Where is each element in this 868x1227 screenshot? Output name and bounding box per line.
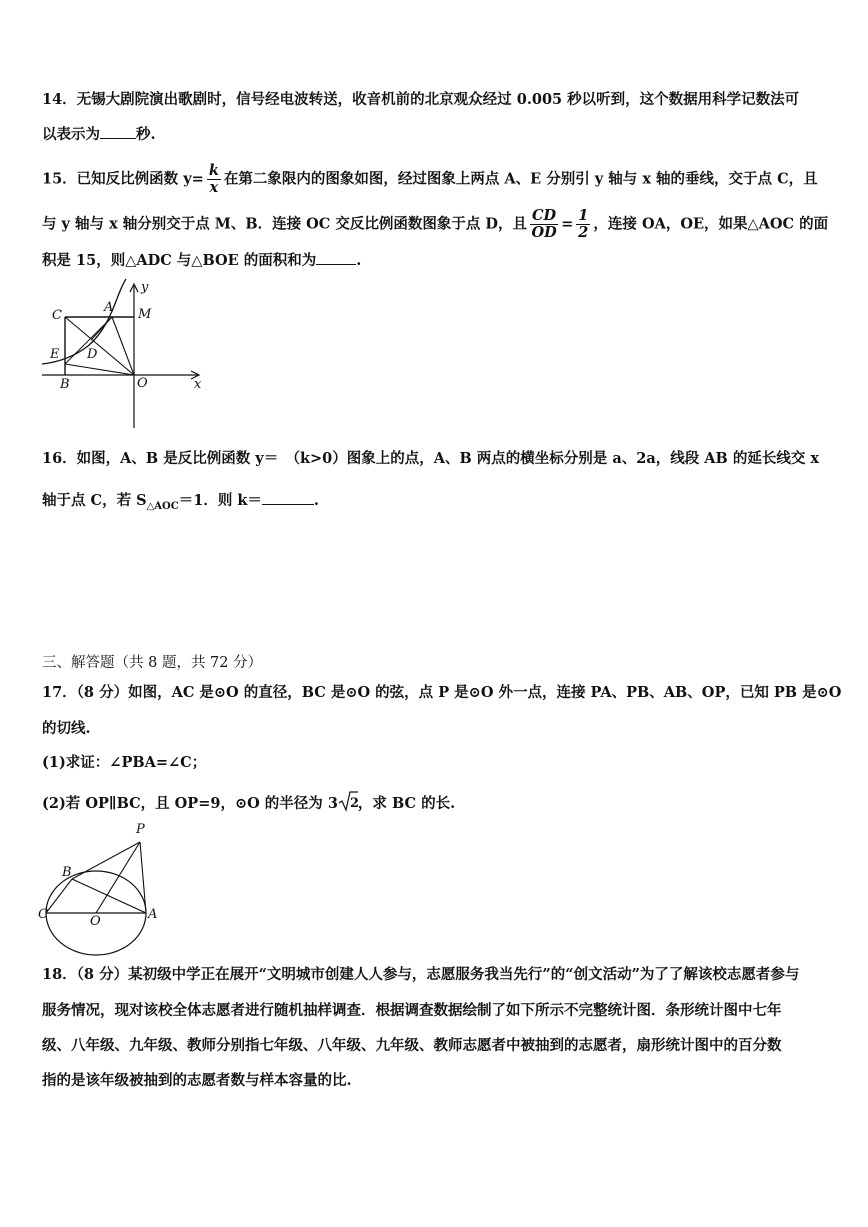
section3-title: 三、解答题（共 8 题，共 72 分）	[42, 655, 263, 671]
q17-part2	[42, 790, 455, 818]
q16-line1: 16．如图，A、B 是反比例函数 y＝ （k>0）图象上的点，A、B 两点的横坐标分别是 a、2a，线段 AB 的延长线交 x	[42, 450, 820, 467]
q17-part2-a: (2)若 OP∥BC，且 OP=9，⊙O 的半径为 3	[42, 795, 338, 812]
label-o: O	[90, 914, 101, 929]
segment-oc	[65, 317, 134, 375]
q15-frac-num: k	[208, 162, 219, 179]
q15-frac-cd: CD	[532, 207, 557, 224]
q15-line2-b: ，连接 OA，OE，如果△AOC 的面	[593, 215, 829, 233]
tangent-pb	[72, 842, 140, 879]
q17-line1: 17．（8 分）如图，AC 是⊙O 的直径，BC 是⊙O 的弦，点 P 是⊙O 外一点，连接 PA、PB、AB、OP，已知 PB 是⊙O	[42, 684, 842, 701]
q16-line2-b: ＝1．则 k＝	[178, 492, 262, 509]
q15-frac-1: 1	[578, 207, 589, 224]
label-a: A	[104, 300, 114, 315]
q15-fraction-k-over-x	[207, 163, 221, 196]
q17-line2: 的切线.	[42, 720, 91, 737]
q14-line2-text: 以表示为	[42, 126, 100, 143]
q16-line2-a: 轴于点 C，若 S	[42, 492, 147, 509]
q15-line3	[42, 250, 361, 271]
segment-ab	[72, 879, 146, 913]
q17-part2-b: ，求 BC 的长.	[357, 795, 456, 812]
q15-eq: =	[561, 215, 574, 233]
q15-line1	[42, 163, 818, 196]
sqrt-radicand: 2	[349, 796, 359, 811]
q15-frac-2: 2	[578, 224, 589, 241]
q15-answer-blank	[316, 250, 356, 265]
q18-line3: 级、八年级、九年级、教师分别指七年级、八年级、九年级、教师志愿者中被抽到的志愿者，扇形统计图中的百分数	[42, 1037, 782, 1054]
q15-line1-b: 在第二象限内的图象如图，经过图象上两点 A、E 分别引 y 轴与 x 轴的垂线，交于点 C，且	[223, 170, 818, 188]
q15-line3-text: 积是 15，则△ADC 与△BOE 的面积和为	[42, 252, 317, 269]
q18-line2: 服务情况，现对该校全体志愿者进行随机抽样调查．根据调查数据绘制了如下所示不完整统计图．条形统计图中七年	[42, 1002, 782, 1019]
label-b: B	[60, 377, 70, 392]
segment-ad	[92, 317, 112, 339]
q18-line4: 指的是该年级被抽到的志愿者数与样本容量的比.	[42, 1072, 352, 1089]
q16-line2	[42, 490, 319, 517]
q14-line2-end: 秒.	[136, 126, 156, 143]
q15-frac-den: x	[209, 179, 219, 196]
q15-line3-end: .	[356, 252, 362, 269]
label-b: B	[62, 865, 72, 880]
label-x: x	[194, 377, 202, 392]
q16-line2-end: .	[313, 492, 319, 509]
q17-figure	[36, 818, 166, 958]
label-e: E	[50, 347, 60, 362]
q14-answer-blank	[100, 124, 136, 139]
label-d: D	[87, 347, 98, 362]
q14-line1: 14．无锡大剧院演出歌剧时，信号经电波转送，收音机前的北京观众经过 0.005 秒以听到，这个数据用科学记数法可	[42, 91, 800, 108]
radical-sign-icon	[338, 790, 358, 812]
q15-line2-a: 与 y 轴与 x 轴分别交于点 M、B．连接 OC 交反比例函数图象于点 D，且	[42, 215, 528, 233]
q18-line1: 18．（8 分）某初级中学正在展开“文明城市创建人人参与，志愿服务我当先行”的“创文活动”为了了解该校志愿者参与	[42, 966, 800, 983]
q15-fraction-one-half	[576, 208, 590, 241]
label-a: A	[148, 907, 158, 922]
q15-line1-a: 15．已知反比例函数 y=	[42, 170, 204, 188]
q16-subscript: △AOC	[146, 500, 179, 512]
q17-part1: (1)求证：∠PBA=∠C；	[42, 754, 207, 771]
label-y: y	[141, 280, 149, 295]
q15-fraction-cd-over-od	[530, 208, 558, 241]
q15-frac-od: OD	[531, 224, 557, 241]
label-o: O	[137, 376, 148, 391]
q16-answer-blank	[262, 490, 314, 505]
segment-op	[96, 842, 140, 913]
q15-figure	[40, 276, 210, 431]
q14-line2	[42, 124, 156, 145]
label-p: P	[136, 822, 145, 837]
label-c: C	[38, 907, 48, 922]
sqrt-symbol	[338, 790, 358, 818]
segment-pa	[140, 842, 146, 913]
label-c: C	[52, 308, 62, 323]
q15-line2	[42, 208, 828, 241]
label-m: M	[138, 307, 152, 322]
